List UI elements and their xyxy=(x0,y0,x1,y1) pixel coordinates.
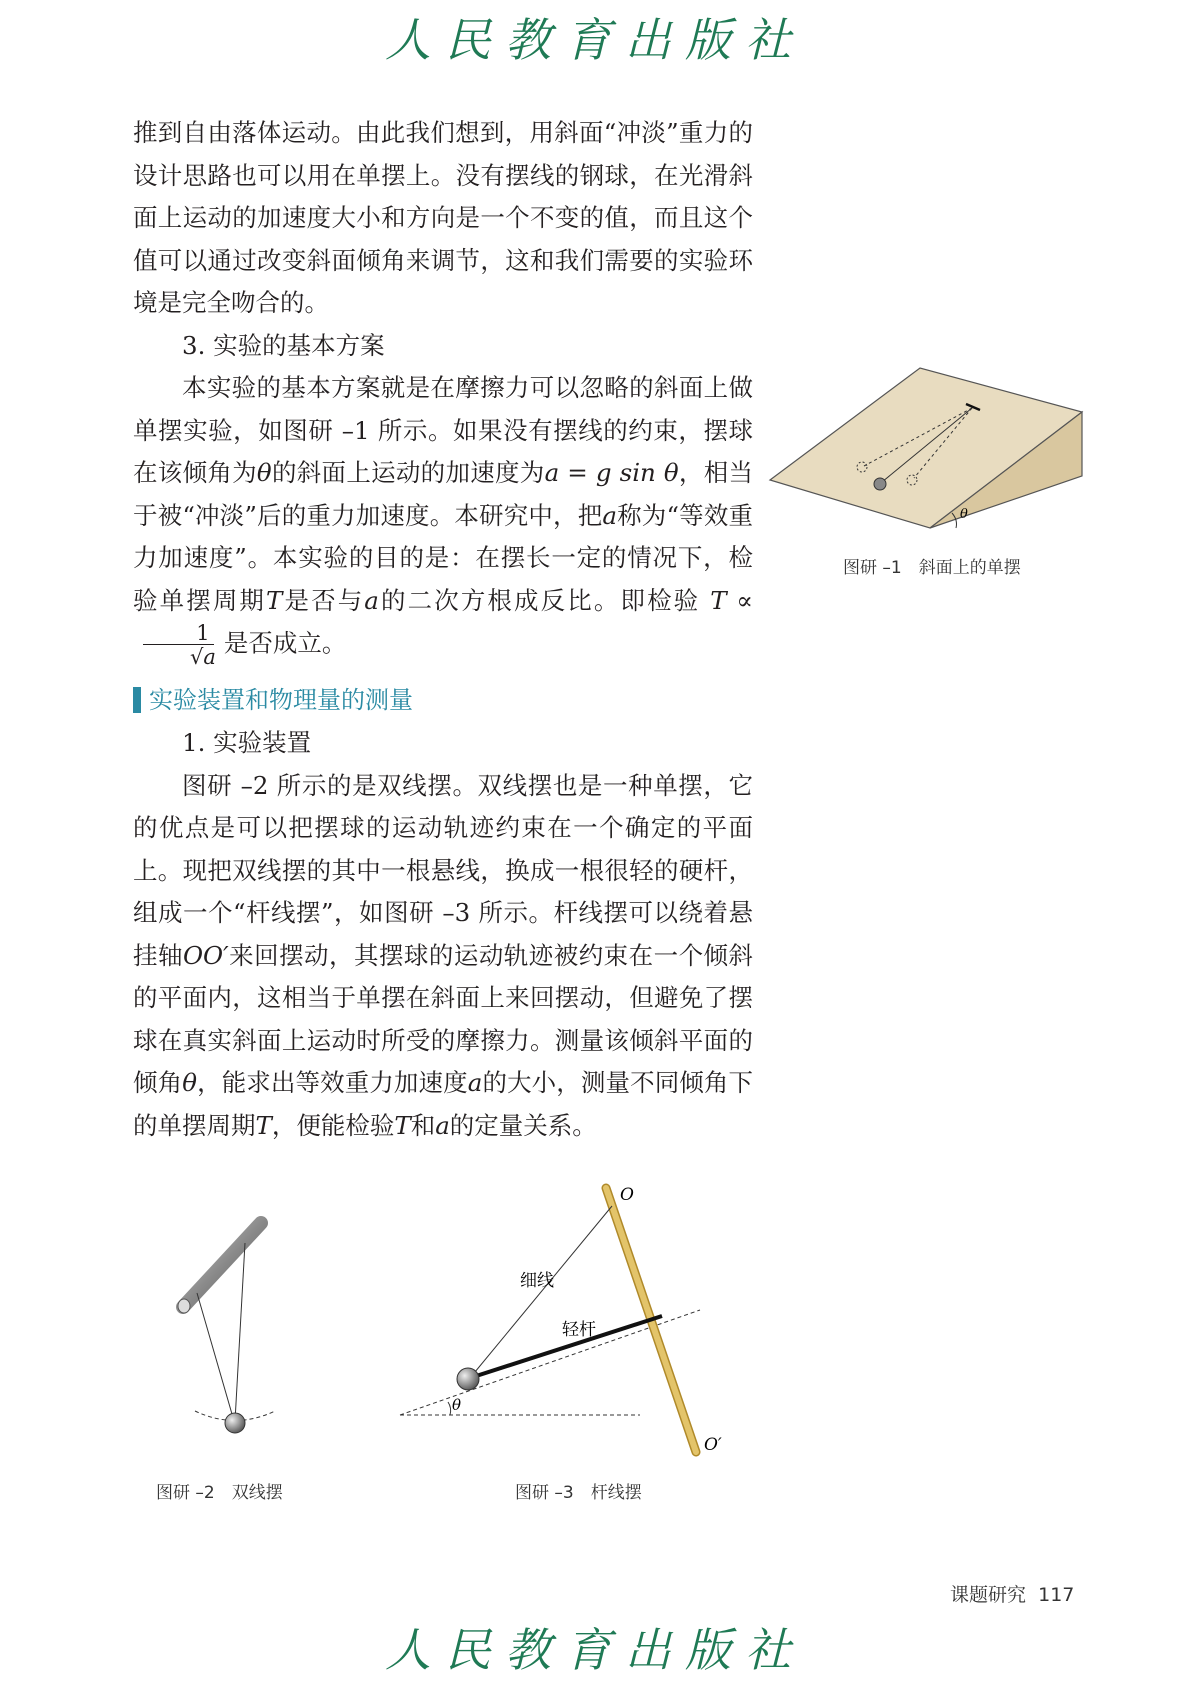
text-span: 的二次方根成反比。即检验 xyxy=(378,585,701,615)
paragraph-basic-plan xyxy=(133,367,753,668)
figure-rod-thread-pendulum xyxy=(400,1180,730,1460)
formula-proportional: T ∝ xyxy=(710,585,754,615)
figure-incline-pendulum xyxy=(770,368,1090,538)
text-span: 的大小，测量不同倾角下的单摆周期 xyxy=(133,1068,754,1140)
text-span: 的斜面上运动的加速度为 xyxy=(271,458,545,487)
angle-label-theta: θ xyxy=(960,507,968,522)
paragraph-intro: 推到自由落体运动。由此我们想到，用斜面“冲淡”重力的设计思路也可以用在单摆上。没有摆线的钢球，在光滑斜面上运动的加速度大小和方向是一个不变的值，而且这个值可以通过改变斜面倾角来调节，这和我们需要的实验环境是完全吻合的。 xyxy=(133,118,753,317)
pendulum-bob xyxy=(874,478,886,490)
publisher-logo-top: 人民教育出版社 xyxy=(385,13,805,67)
symbol-a: a xyxy=(364,585,379,615)
label-thread: 细线 xyxy=(520,1271,554,1291)
horizontal-rod xyxy=(183,1223,261,1307)
thread-left xyxy=(197,1293,234,1421)
section-title: 实验装置和物理量的测量 xyxy=(149,686,413,714)
fraction-denominator: √a xyxy=(190,645,216,669)
symbol-a: a xyxy=(602,500,617,530)
label-O: O xyxy=(620,1185,634,1205)
pendulum-bob xyxy=(457,1368,479,1390)
text-span: 图研 –2 所示的是双线摆。双线摆也是一种单摆，它的优点是可以把摆球的运动轨迹约束在一个确定的平面上。现把双线摆的其中一根悬线，换成一根很轻的硬杆，组成一个“杆线摆”，如图研 –3 所示。杆线摆可以绕着悬挂轴 xyxy=(133,770,753,970)
section-heading xyxy=(133,680,753,720)
text-span: 是否与 xyxy=(282,585,365,615)
symbol-T: T xyxy=(255,1110,272,1140)
pendulum-bob xyxy=(225,1413,245,1433)
page-number: 117 xyxy=(1038,1584,1075,1606)
label-O-prime: O′ xyxy=(704,1435,722,1455)
figure-1-caption: 图研 –1 斜面上的单摆 xyxy=(843,558,1021,578)
symbol-T: T xyxy=(266,585,283,615)
figure-bifilar-pendulum xyxy=(175,1215,295,1435)
subheading-apparatus: 1. 实验装置 xyxy=(182,728,312,757)
figure-2-caption: 图研 –2 双线摆 xyxy=(156,1483,283,1503)
text-span: 的定量关系。 xyxy=(449,1110,597,1140)
text-span: 是否成立。 xyxy=(223,628,347,658)
thread-right xyxy=(235,1243,245,1421)
thin-thread xyxy=(470,1206,612,1378)
symbol-theta: θ xyxy=(182,1068,197,1097)
page-footer xyxy=(950,1580,1074,1607)
symbol-theta: θ xyxy=(256,458,272,487)
publisher-logo-bottom: 人民教育出版社 xyxy=(385,1623,805,1677)
section-bar-icon xyxy=(133,687,141,713)
symbol-OO-prime: OO′ xyxy=(182,940,229,970)
symbol-T: T xyxy=(394,1110,411,1140)
rod-end xyxy=(178,1299,190,1313)
label-rod: 轻杆 xyxy=(562,1320,596,1340)
paragraph-apparatus xyxy=(133,765,753,1148)
subheading-basic-plan: 3. 实验的基本方案 xyxy=(182,330,385,360)
text-span: ，能求出等效重力加速度 xyxy=(196,1068,468,1097)
text-span: 称为“等效重力加速度”。本实验的目的是：在摆长一定的情况下，检验单摆周期 xyxy=(133,500,753,615)
footer-section: 课题研究 xyxy=(950,1584,1027,1606)
formula-acceleration: a = g sin θ xyxy=(544,458,679,487)
main-text xyxy=(133,112,753,1147)
fraction-inverse-sqrt-a xyxy=(139,622,218,668)
text-span: 来回摆动，其摆球的运动轨迹被约束在一个倾斜的平面内，这相当于单摆在斜面上来回摆动，但避免了摆球在真实斜面上运动时所受的摩擦力。测量该倾斜平面的倾角 xyxy=(133,940,753,1097)
text-span: 本实验的基本方案就是在摩擦力可以忽略的斜面上做单摆实验，如图研 –1 所示。如果没有摆线的约束，摆球在该倾角为 xyxy=(133,373,753,487)
symbol-a: a xyxy=(467,1068,483,1097)
text-span: 和 xyxy=(410,1110,436,1140)
fraction-numerator: 1 xyxy=(143,622,213,645)
text-span: ，便能检验 xyxy=(271,1110,395,1140)
text-span: ，相当于被“冲淡”后的重力加速度。本研究中，把 xyxy=(133,458,753,530)
symbol-a: a xyxy=(435,1110,450,1140)
label-theta: θ xyxy=(452,1396,462,1414)
figure-3-caption: 图研 –3 杆线摆 xyxy=(515,1483,642,1503)
angle-arc xyxy=(448,1402,451,1415)
